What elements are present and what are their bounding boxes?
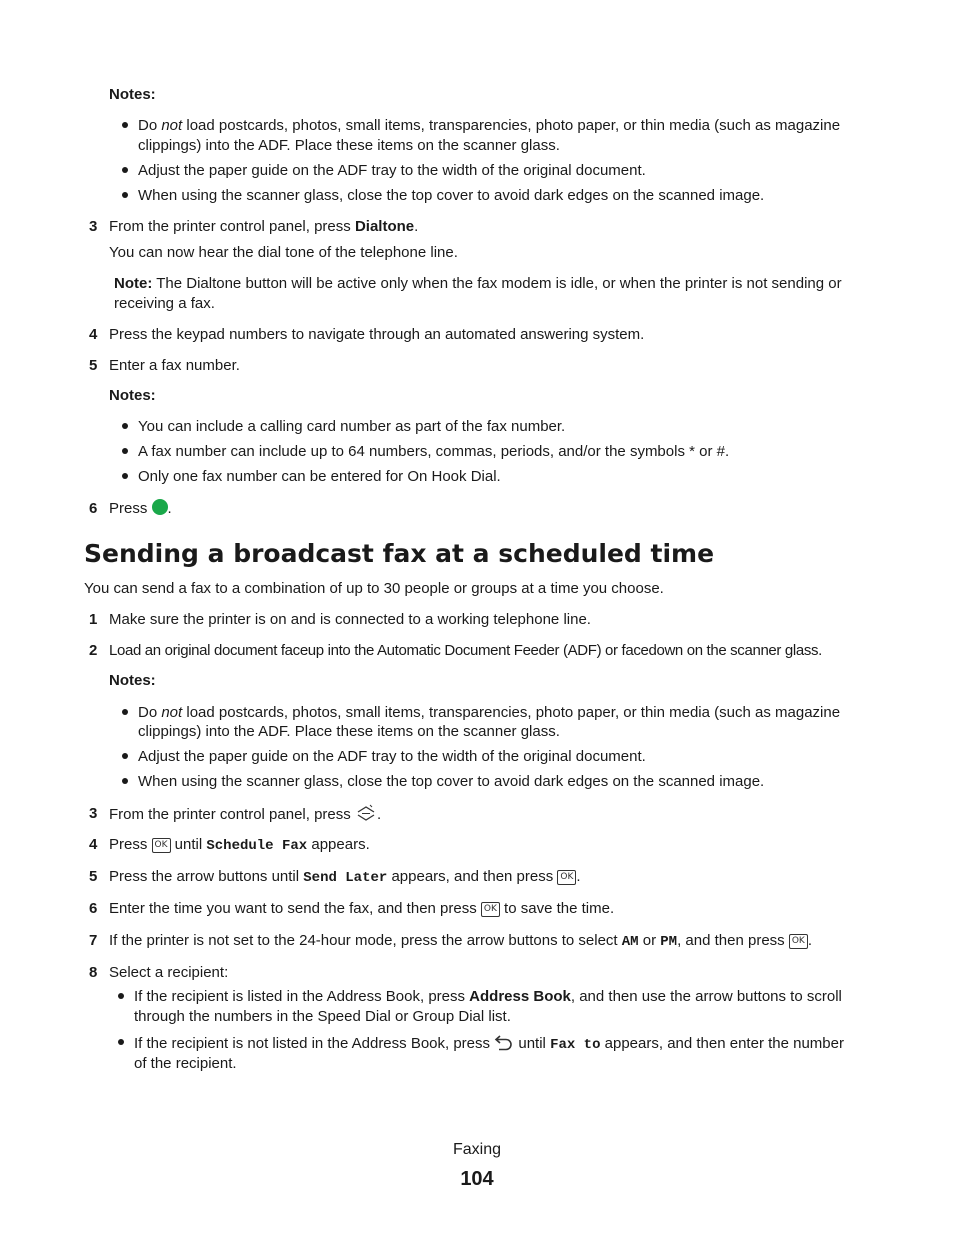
- step-number: 4: [89, 836, 98, 853]
- section-title: Sending a broadcast fax at a scheduled time: [84, 539, 715, 568]
- list-item: When using the scanner glass, close the top cover to avoid dark edges on the scanned image.: [138, 773, 765, 790]
- step-number: 6: [89, 900, 98, 917]
- ok-button-icon: OK: [557, 870, 576, 885]
- list-item-cont: clippings) into the ADF. Place these items on the scanner glass.: [138, 137, 560, 154]
- bullet: [122, 167, 128, 173]
- list-item: When using the scanner glass, close the top cover to avoid dark edges on the scanned image.: [138, 187, 765, 204]
- bullet: [122, 778, 128, 784]
- step-number: 3: [89, 805, 98, 822]
- step-number: 5: [89, 868, 98, 885]
- note: Note: The Dialtone button will be active only when the fax modem is idle, or when the printer is not sending or: [114, 275, 842, 292]
- step-text: Press the arrow buttons until Send Later appears, and then press OK .: [109, 868, 581, 886]
- list-item: Adjust the paper guide on the ADF tray to the width of the original document.: [138, 162, 646, 179]
- intro-text: You can send a fax to a combination of up to 30 people or groups at a time you choose.: [84, 580, 664, 597]
- bullet: [122, 709, 128, 715]
- step-number: 5: [89, 357, 98, 374]
- list-item: If the recipient is not listed in the Address Book, press until Fax to appears, and then enter the number: [134, 1035, 844, 1053]
- back-arrow-icon: [494, 1033, 514, 1051]
- step-number: 4: [89, 326, 98, 343]
- ok-button-icon: OK: [152, 838, 171, 853]
- step-number: 2: [89, 642, 98, 659]
- list-item: Do not load postcards, photos, small items, transparencies, photo paper, or thin media (such as magazine: [138, 704, 841, 721]
- list-item: A fax number can include up to 64 numbers, commas, periods, and/or the symbols * or #.: [138, 443, 730, 460]
- bullet: [118, 1039, 124, 1045]
- bullet: [122, 423, 128, 429]
- list-item-cont: through the numbers in the Speed Dial or Group Dial list.: [134, 1008, 511, 1025]
- list-item-cont: clippings) into the ADF. Place these items on the scanner glass.: [138, 723, 560, 740]
- bullet: [122, 473, 128, 479]
- step-text: From the printer control panel, press Dialtone.: [109, 218, 419, 235]
- step-text: Make sure the printer is on and is connected to a working telephone line.: [109, 611, 591, 628]
- step-text: If the printer is not set to the 24-hour mode, press the arrow buttons to select AM or PM, and then press OK .: [109, 932, 813, 950]
- step-subtext: You can now hear the dial tone of the telephone line.: [109, 244, 458, 261]
- step-number: 7: [89, 932, 98, 949]
- step-text: From the printer control panel, press .: [109, 806, 382, 823]
- bullet: [118, 993, 124, 999]
- list-item: If the recipient is listed in the Address Book, press Address Book, and then use the arrow buttons to scroll: [134, 988, 842, 1005]
- step-number: 8: [89, 964, 98, 981]
- ok-button-icon: OK: [789, 934, 808, 949]
- list-item: Adjust the paper guide on the ADF tray to the width of the original document.: [138, 748, 646, 765]
- notes-label: Notes:: [109, 86, 156, 103]
- list-item: Do not load postcards, photos, small items, transparencies, photo paper, or thin media (such as magazine: [138, 117, 841, 134]
- bullet: [122, 753, 128, 759]
- note-cont: receiving a fax.: [114, 295, 215, 312]
- ok-button-icon: OK: [481, 902, 500, 917]
- step-text: Enter a fax number.: [109, 357, 240, 374]
- step-text: Select a recipient:: [109, 964, 229, 981]
- step-text: Load an original document faceup into the Automatic Document Feeder (ADF) or facedown on the scanner glass.: [109, 642, 822, 659]
- step-text: Enter the time you want to send the fax, and then press OK to save the time.: [109, 900, 615, 917]
- footer-section: Faxing: [452, 1141, 502, 1158]
- bullet: [122, 192, 128, 198]
- page-number: 104: [460, 1168, 494, 1190]
- notes-label: Notes:: [109, 672, 156, 689]
- list-item-cont: of the recipient.: [134, 1055, 237, 1072]
- step-text: Press the keypad numbers to navigate through an automated answering system.: [109, 326, 645, 343]
- bullet: [122, 448, 128, 454]
- bullet: [122, 122, 128, 128]
- step-text: Press OK until Schedule Fax appears.: [109, 836, 370, 854]
- notes-label: Notes:: [109, 387, 156, 404]
- fax-mode-icon: [355, 804, 377, 822]
- step-number: 3: [89, 218, 98, 235]
- step-number: 1: [89, 611, 98, 628]
- list-item: Only one fax number can be entered for On Hook Dial.: [138, 468, 501, 485]
- list-item: You can include a calling card number as part of the fax number.: [138, 418, 566, 435]
- step-number: 6: [89, 500, 98, 517]
- step-text: Press .: [109, 500, 172, 517]
- start-button-icon: [152, 499, 168, 515]
